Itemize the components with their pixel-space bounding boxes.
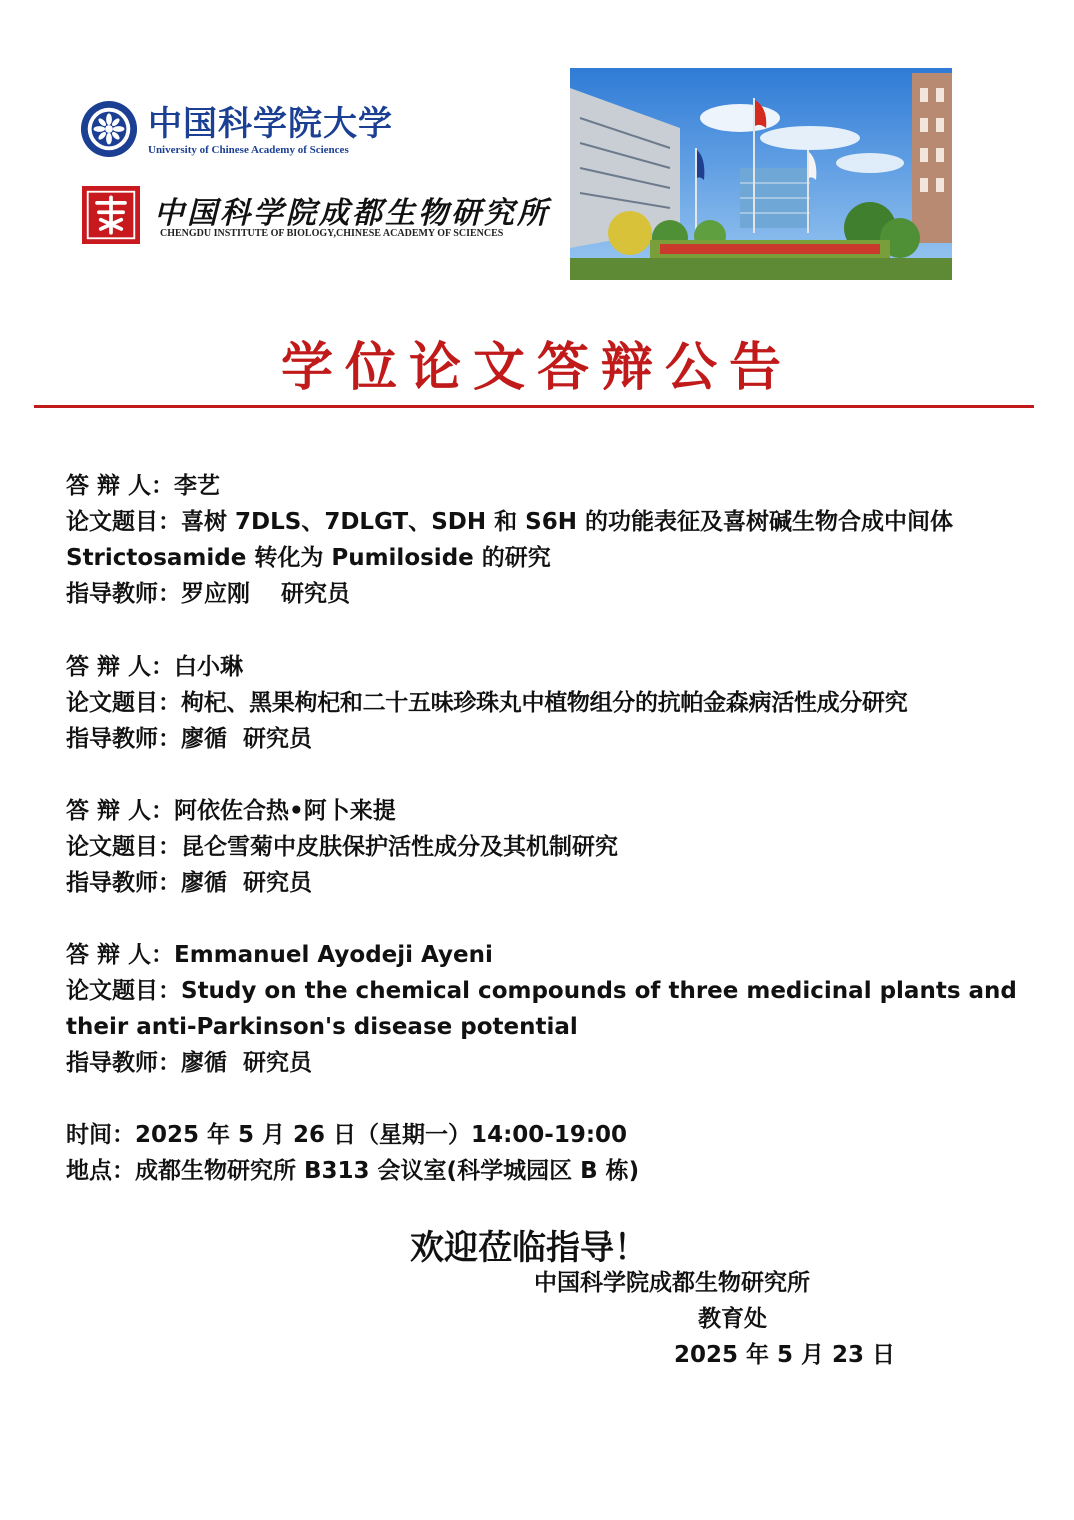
defender-label: 答 辩 人：: [66, 473, 175, 499]
defense-entry: [66, 937, 1026, 1081]
ucas-logo: [80, 96, 393, 166]
advisor-name: 罗应刚 研究员: [181, 581, 351, 607]
defender-name: Emmanuel Ayodeji Ayeni: [174, 942, 493, 968]
advisor-line: [66, 721, 1026, 757]
defense-entry: [66, 468, 1026, 612]
place-line: 地点：成都生物研究所 B313 会议室(科学城园区 B 栋): [66, 1158, 640, 1184]
advisor-line: [66, 576, 1026, 612]
defense-entry: [66, 649, 1026, 757]
thesis-line: [66, 685, 1026, 721]
campus-photo: [570, 68, 952, 280]
welcome-text: 欢迎莅临指导！: [410, 1228, 648, 1268]
advisor-line: [66, 865, 1026, 901]
signature-date: 2025 年 5 月 23 日: [674, 1342, 896, 1368]
thesis-label: 论文题目：: [66, 690, 181, 716]
advisor-label: 指导教师：: [66, 870, 181, 896]
thesis-title: 昆仑雪菊中皮肤保护活性成分及其机制研究: [181, 834, 618, 860]
cib-logo: [82, 186, 550, 246]
defender-name: 李艺: [174, 473, 221, 499]
ucas-emblem-icon: [80, 100, 138, 158]
defender-line: [66, 937, 1026, 973]
schedule-block: [66, 1117, 1026, 1189]
defender-label: 答 辩 人：: [66, 942, 175, 968]
advisor-name: 廖循 研究员: [181, 870, 313, 896]
advisor-name: 廖循 研究员: [181, 726, 313, 752]
defender-label: 答 辩 人：: [66, 798, 175, 824]
cib-seal-icon: [82, 186, 140, 244]
defender-line: [66, 468, 1026, 504]
defender-line: [66, 649, 1026, 685]
title-divider: [34, 405, 1034, 408]
defender-line: [66, 793, 1026, 829]
thesis-label: 论文题目：: [66, 509, 181, 535]
thesis-label: 论文题目：: [66, 978, 181, 1004]
cib-name-en: CHENGDU INSTITUTE OF BIOLOGY,CHINESE ACADEMY OF SCIENCES: [160, 228, 504, 239]
thesis-line: [66, 973, 1026, 1045]
time-line: 时间：2025 年 5 月 26 日（星期一）14:00-19:00: [66, 1122, 628, 1148]
advisor-name: 廖循 研究员: [181, 1050, 313, 1076]
advisor-label: 指导教师：: [66, 1050, 181, 1076]
signature-org: 中国科学院成都生物研究所: [534, 1270, 810, 1296]
advisor-line: [66, 1045, 1026, 1081]
defender-name: 阿依佐合热•阿卜来提: [174, 798, 396, 824]
cib-name-cn: 中国科学院成都生物研究所: [154, 196, 550, 231]
thesis-line: [66, 504, 1026, 576]
advisor-label: 指导教师：: [66, 726, 181, 752]
page-title: 学位论文答辩公告: [280, 337, 793, 398]
signature-dept: 教育处: [698, 1306, 767, 1332]
thesis-title: 喜树 7DLS、7DLGT、SDH 和 S6H 的功能表征及喜树碱生物合成中间体 Strictosamide 转化为 Pumiloside 的研究: [66, 509, 953, 571]
defender-name: 白小琳: [174, 654, 244, 680]
thesis-title: 枸杞、黑果枸杞和二十五味珍珠丸中植物组分的抗帕金森病活性成分研究: [181, 690, 908, 716]
defense-entry: [66, 793, 1026, 901]
thesis-label: 论文题目：: [66, 834, 181, 860]
ucas-name-cn: 中国科学院大学: [148, 104, 393, 144]
ucas-name-en: University of Chinese Academy of Sciences: [148, 144, 349, 156]
thesis-line: [66, 829, 1026, 865]
advisor-label: 指导教师：: [66, 581, 181, 607]
thesis-title: Study on the chemical compounds of three medicinal plants and their anti-Parkinson's disease potential: [66, 978, 1017, 1040]
defender-label: 答 辩 人：: [66, 654, 175, 680]
